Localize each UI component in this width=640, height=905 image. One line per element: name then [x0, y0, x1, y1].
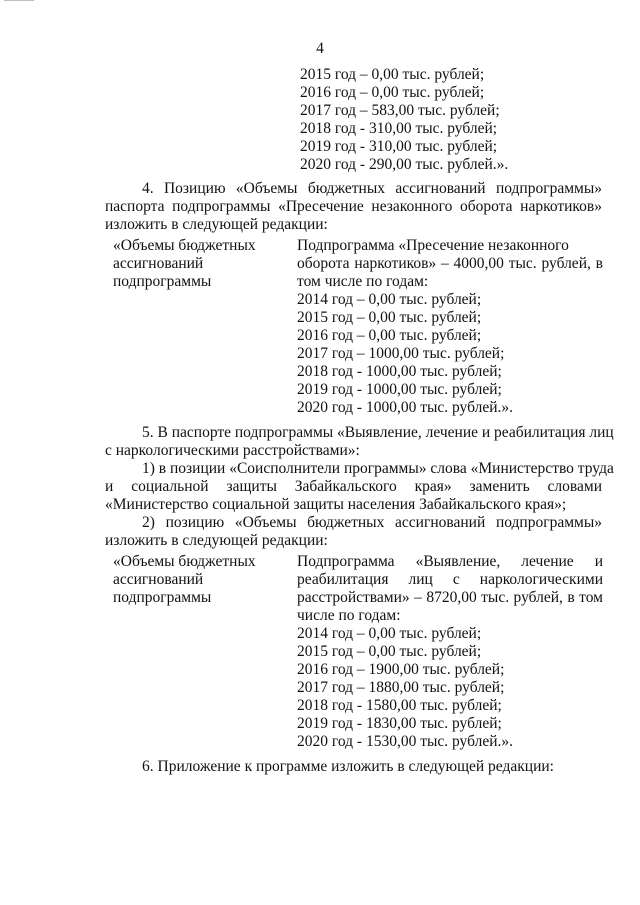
- paragraph-5-line: «Министерство социальной защиты населения Забайкальского края»;: [105, 496, 567, 513]
- table2-right-line: расстройствами» – 8720,00 тыс. рублей, в том: [297, 589, 603, 606]
- table2-right-line: 2014 год – 0,00 тыс. рублей;: [297, 625, 482, 642]
- year-line: 2017 год – 583,00 тыс. рублей;: [300, 102, 500, 119]
- table2-right-line: 2018 год - 1580,00 тыс. рублей;: [297, 697, 502, 714]
- paragraph-5-line: 1) в позиции «Соисполнители программы» слова «Министерство труда: [142, 460, 614, 477]
- year-line: 2020 год - 290,00 тыс. рублей.».: [300, 156, 509, 173]
- table1-right-line: 2014 год – 0,00 тыс. рублей;: [297, 291, 482, 308]
- table1-right-line: 2019 год - 1000,00 тыс. рублей;: [297, 381, 502, 398]
- paragraph-5-line: 5. В паспорте подпрограммы «Выявление, лечение и реабилитация лиц: [142, 424, 614, 441]
- table1-left-line: ассигнований: [113, 255, 204, 272]
- year-line: 2018 год - 310,00 тыс. рублей;: [300, 120, 498, 137]
- table1-right-line: 2020 год - 1000,00 тыс. рублей.».: [297, 399, 514, 416]
- table1-right-line: оборота наркотиков» – 4000,00 тыс. рублей, в: [297, 255, 603, 272]
- paragraph-5-line: с наркологическими расстройствами»:: [105, 442, 360, 459]
- table2-right-line: 2019 год - 1830,00 тыс. рублей;: [297, 715, 502, 732]
- table2-right-line: Подпрограмма «Выявление, лечение и: [297, 553, 603, 570]
- year-line: 2015 год – 0,00 тыс. рублей;: [300, 66, 485, 83]
- table2-left-line: ассигнований: [113, 571, 204, 588]
- paragraph-4-line: паспорта подпрограммы «Пресечение незаконного оборота наркотиков»: [105, 198, 602, 215]
- table2-right-line: числе по годам:: [297, 607, 401, 624]
- table1-right-line: том числе по годам:: [297, 273, 429, 290]
- paragraph-5-line: изложить в следующей редакции:: [105, 532, 328, 549]
- table2-right-line: 2017 год – 1880,00 тыс. рублей;: [297, 679, 505, 696]
- paragraph-4-line: изложить в следующей редакции:: [105, 216, 328, 233]
- paragraph-4-line: 4. Позицию «Объемы бюджетных ассигнований подпрограммы»: [142, 180, 602, 197]
- table2-right-line: 2020 год - 1530,00 тыс. рублей.».: [297, 733, 514, 750]
- scan-edge-mark: [4, 0, 34, 1]
- paragraph-5-line: 2) позицию «Объемы бюджетных ассигнований подпрограммы»: [142, 514, 602, 531]
- table1-right-line: 2016 год – 0,00 тыс. рублей;: [297, 327, 482, 344]
- page-number: 4: [316, 40, 324, 57]
- table2-right-line: реабилитация лиц с наркологическими: [297, 571, 603, 588]
- table1-right-line: 2015 год – 0,00 тыс. рублей;: [297, 309, 482, 326]
- paragraph-6: 6. Приложение к программе изложить в следующей редакции:: [142, 758, 554, 775]
- table1-right-line: 2017 год – 1000,00 тыс. рублей;: [297, 345, 505, 362]
- table2-right-line: 2016 год – 1900,00 тыс. рублей;: [297, 661, 505, 678]
- table1-left-line: «Объемы бюджетных: [113, 237, 256, 254]
- year-line: 2016 год – 0,00 тыс. рублей;: [300, 84, 485, 101]
- year-line: 2019 год - 310,00 тыс. рублей;: [300, 138, 498, 155]
- table1-right-line: Подпрограмма «Пресечение незаконного: [297, 237, 569, 254]
- table2-left-line: «Объемы бюджетных: [113, 553, 256, 570]
- table1-right-line: 2018 год - 1000,00 тыс. рублей;: [297, 363, 502, 380]
- table2-left-line: подпрограммы: [113, 589, 212, 606]
- table2-right-line: 2015 год – 0,00 тыс. рублей;: [297, 643, 482, 660]
- paragraph-5-line: и социальной защиты Забайкальского края» заменить словами: [105, 478, 602, 495]
- table1-left-line: подпрограммы: [113, 273, 212, 290]
